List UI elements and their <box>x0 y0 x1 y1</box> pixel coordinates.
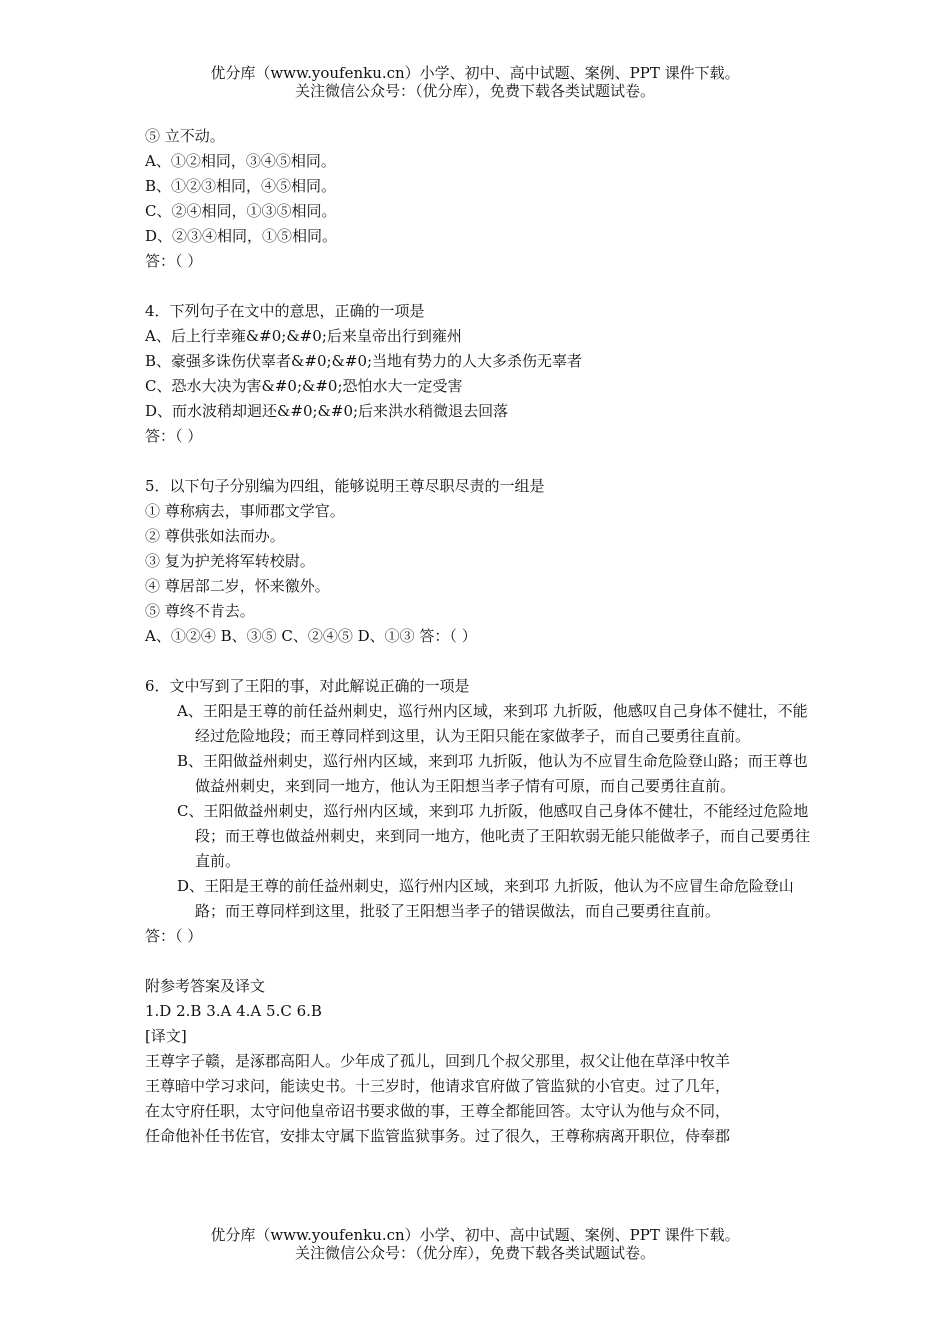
q3-option-a: A、①②相同，③④⑤相同。 <box>145 152 336 170</box>
q4-answer: 答：（ ） <box>145 427 203 445</box>
q4-option-d: D、而水波稍却迴还&#0;&#0;后来洪水稍微退去回落 <box>145 402 509 420</box>
answer-key: 1.D 2.B 3.A 4.A 5.C 6.B <box>145 1002 322 1020</box>
translation-line: 在太守府任职，太守问他皇帝诏书要求做的事，王尊全都能回答。太守认为他与众不同， <box>145 1102 731 1120</box>
page-header <box>0 64 950 100</box>
q6-stem: 6．文中写到了王阳的事，对此解说正确的一项是 <box>145 677 470 695</box>
q3-option-b: B、①②③相同，④⑤相同。 <box>145 177 337 195</box>
page-footer <box>0 1226 950 1262</box>
q3-answer: 答：（ ） <box>145 252 203 270</box>
q3-option-d: D、②③④相同，①⑤相同。 <box>145 227 338 245</box>
q3-option-c: C、②④相同，①③⑤相同。 <box>145 202 337 220</box>
footer-line-1: 优分库（www.youfenku.cn）小学、初中、高中试题、案例、PPT 课件下载。 <box>210 1226 740 1244</box>
q5-item-4: ④ 尊居部二岁，怀来徼外。 <box>145 577 330 595</box>
q6-answer: 答：（ ） <box>145 927 203 945</box>
q3-item-5: ⑤ 立不动。 <box>145 127 225 145</box>
q5-item-5: ⑤ 尊终不肯去。 <box>145 602 255 620</box>
translation-line: 任命他补任书佐官，安排太守属下监管监狱事务。过了很久，王尊称病离开职位，侍奉郡 <box>145 1127 731 1145</box>
q5-options: A、①②④ B、③⑤ C、②④⑤ D、①③ 答：（ ） <box>145 627 477 645</box>
document-body <box>145 124 815 1149</box>
q5-stem: 5．以下句子分别编为四组，能够说明王尊尽职尽责的一组是 <box>145 477 545 495</box>
translation-line: 王尊字子赣，是涿郡高阳人。少年成了孤儿，回到几个叔父那里，叔父让他在草泽中牧羊 <box>145 1052 731 1070</box>
q6-option-a: A、王阳是王尊的前任益州刺史，巡行州内区域，来到邛 九折阪，他感叹自己身体不健壮，不能经过危险地段；而王尊同样到这里，认为王阳只能在家做孝子，而自己要勇往直前。 <box>177 702 808 745</box>
q4-option-b: B、豪强多诛伤伏辜者&#0;&#0;当地有势力的人大多杀伤无辜者 <box>145 352 583 370</box>
header-line-1: 优分库（www.youfenku.cn）小学、初中、高中试题、案例、PPT 课件下载。 <box>210 64 740 82</box>
q5-item-3: ③ 复为护羌将军转校尉。 <box>145 552 315 570</box>
q4-stem: 4．下列句子在文中的意思，正确的一项是 <box>145 302 425 320</box>
q4-option-a: A、后上行幸雍&#0;&#0;后来皇帝出行到雍州 <box>145 327 462 345</box>
appendix-title: 附参考答案及译文 <box>145 977 266 995</box>
q6-option-b: B、王阳做益州刺史，巡行州内区域，来到邛 九折阪，他认为不应冒生命危险登山路；而王尊也做益州刺史，来到同一地方，他认为王阳想当孝子情有可原，而自己要勇往直前。 <box>177 752 808 795</box>
q5-item-1: ① 尊称病去，事师郡文学官。 <box>145 502 345 520</box>
translation-label: [译文] <box>145 1027 187 1045</box>
q6-option-c: C、王阳做益州刺史，巡行州内区域，来到邛 九折阪，他感叹自己身体不健壮，不能经过危险地段；而王尊也做益州刺史，来到同一地方，他叱责了王阳软弱无能只能做孝子，而自己要勇往直前。 <box>177 802 811 870</box>
translation-line: 王尊暗中学习求问，能读史书。十三岁时，他请求官府做了管监狱的小官吏。过了几年， <box>145 1077 731 1095</box>
q5-item-2: ② 尊供张如法而办。 <box>145 527 285 545</box>
q4-option-c: C、恐水大决为害&#0;&#0;恐怕水大一定受害 <box>145 377 463 395</box>
header-line-2: 关注微信公众号：（优分库），免费下载各类试题试卷。 <box>294 82 655 100</box>
footer-line-2: 关注微信公众号：（优分库），免费下载各类试题试卷。 <box>294 1244 655 1262</box>
q6-option-d: D、王阳是王尊的前任益州刺史，巡行州内区域，来到邛 九折阪，他认为不应冒生命危险登山路；而王尊同样到这里，批驳了王阳想当孝子的错误做法，而自己要勇往直前。 <box>177 877 794 920</box>
